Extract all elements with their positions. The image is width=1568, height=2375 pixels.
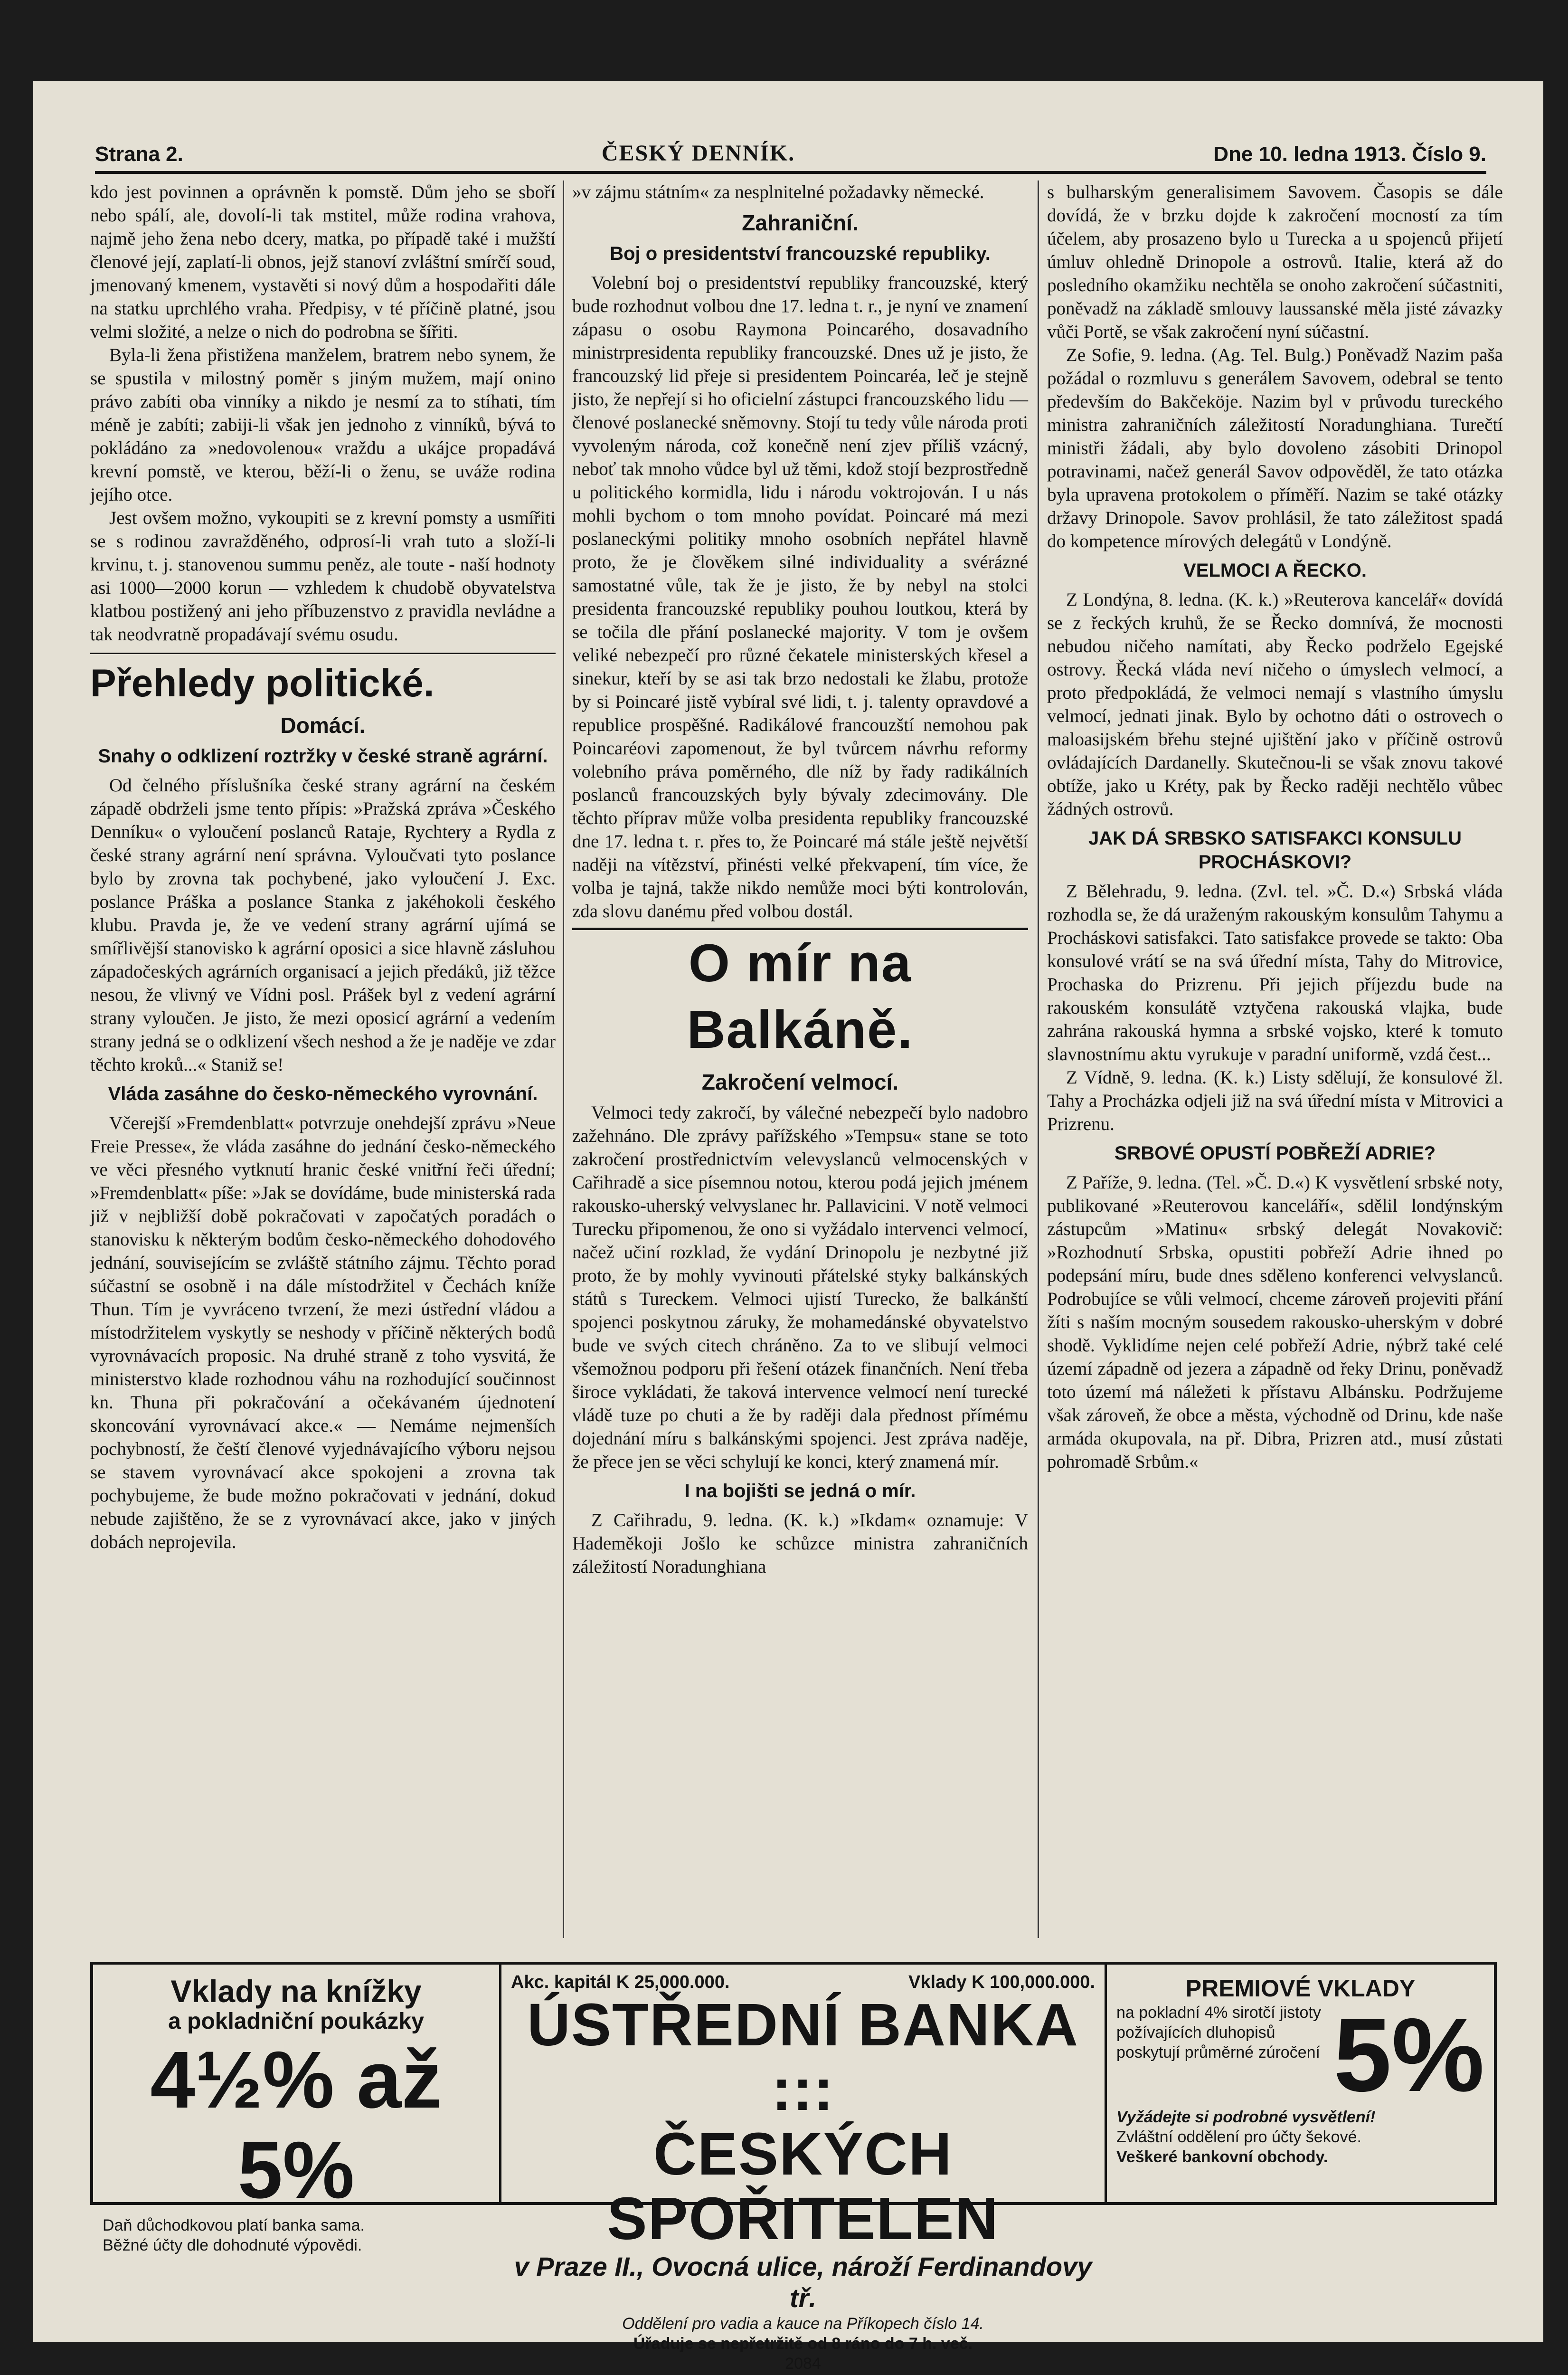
bank-hours: Úřaduje se nepřetržitě od 8 ráno do 7 h. več. bbox=[633, 2335, 973, 2353]
section-title: Přehledy politické. bbox=[90, 662, 435, 705]
section-subtitle: Domácí. bbox=[280, 713, 366, 738]
ad-interest-rate: 4½% až 5% bbox=[150, 2035, 442, 2215]
page-number: Strana 2. bbox=[95, 142, 183, 166]
bank-name: ÚSTŘEDNÍ BANKA ::: bbox=[527, 1991, 1079, 2123]
ad-bank-panel bbox=[501, 1965, 1105, 2373]
ad-savings-panel bbox=[93, 1965, 501, 2254]
column-1 bbox=[90, 180, 556, 1938]
article-headline: I na bojišti se jedná o mír. bbox=[684, 1481, 916, 1501]
article-text: Včerejší »Fremdenblatt« potvrzuje onehdejší zprávu »Neue Freie Presse«, že vláda zasáhne do jednání česko-německého ve věci přesného vytknutí hranic české vnitřní řeči úřední; »Fremdenblatt« píše: »Jak se dovídáme, bude ministerská rada již v nejbližší době pokračovati v započatých poradách o stanovisku k některým bodům česko-německého dohodového jednání, souvisejícím se zvláště státního zájmu. Těchto porad súčastní se osobně i na dále místodržitel v Čechách kníže Thun. Tím je vyvráceno tvrzení, že mezi ústřední vládou a místodržitelem vyskytly se neshody v příčině některých bodů vyrovnávacích proposic. Na druhé straně z toho vysvitá, že ministerstvo klade rozhodnou váhu na rozhodující součinnost kn. Thuna při pokračování a očekávaném újednotení skoncování vyrovnávací akce.« — Nemáme nejmenších pochybností, že čeští členové vyjednávajícího výboru nejsou se stavem vyrovnávací akce spokojeni a zrovna tak pochybujeme, že bude možno pokračovati v jednání, dokud nebude zajištěno, že se z vyrovnávací akce, jako v jiných dobách neprojevila. bbox=[90, 1113, 556, 1552]
article-text: Z Londýna, 8. ledna. (K. k.) »Reuterova kancelář« dovídá se z řeckých kruhů, že se Řecko domnívá, že mocnosti nebudou ničeho namítati, aby Řecko podrželo Egejské ostrovy. Řecká vláda neví ničeho o úmyslech velmocí, a proto předpokládá, že velmoci nemají s vlastního úmyslu velmocí, jednati jinak. Bylo by ochotno dáti o ostrovech o maloasijském břehu stejné ujištění jako v příčině ostrovů ovládajících Dardanelly. Skutečnou-li se však znovu takové obtíže, jako u Kréty, pak by Řecko raději nechtělo vůbec žádných ostrovů. bbox=[1047, 589, 1503, 819]
article-subheadline: Zakročení velmocí. bbox=[701, 1070, 899, 1094]
bank-advertisement bbox=[90, 1962, 1497, 2373]
article-headline: Snahy o odklizení roztržky v české straně agrární. bbox=[98, 746, 548, 767]
divider bbox=[90, 653, 556, 654]
ad-capital: Akc. kapitál K 25,000.000. bbox=[511, 1972, 730, 1992]
masthead-title: ČESKÝ DENNÍK. bbox=[601, 141, 795, 166]
ad-premium-note: Zvláštní oddělení pro účty šekové. bbox=[1116, 2128, 1361, 2146]
article-headline: JAK DÁ SRBSKO SATISFAKCI KONSULU PROCHÁSKOVI? bbox=[1088, 828, 1462, 873]
section-subtitle: Zahraniční. bbox=[742, 210, 859, 235]
ad-note: Daň důchodkovou platí banka sama. bbox=[103, 2216, 365, 2234]
article-text: Od čelného příslušníka české strany agrární na českém západě obdrželi jsme tento přípis: »Pražská zpráva »Českého Denníku« o vyloučení poslanců Rataje, Rychtery a Rydla z české strany agrární není správna. Vyloučvati tyto poslance bylo by zrovna tak pochybené, jako vyloučení J. Exc. poslance Práška a poslance Stanka z jakéhokoli českého klubu. Pravda je, že ve vedení strany agrární ujímá se smířlivější stanovisko k agrární oposici a sice hlavně zásluhou západočeských agrárních organisací a jejich předáků, již těžce nesou, že vlivný ve Vídni posl. Prášek byl z vedení agrární strany vyloučen. Je jisto, že mezi oposicí agrární a vedením strany jedná se o odklizení všech neshod a že je naděje ve zdar těchto kroků...« Staniž se! bbox=[90, 775, 556, 1075]
article-text: Byla-li žena přistižena manželem, bratrem nebo synem, že se spustila v milostný poměr s jiným mužem, mají onino právo zabíti oba vinníky a nikdo je nesmí za to stíhati, tím méně je zabíti; zabiji-li však jen jednoho z vinníků, bývá to pokládáno za »nedovolenou« vraždu a ukájce propadává krevní pomstě, ve kterou, běží-li o ženu, se uváže rodina jejího otce. bbox=[90, 345, 556, 505]
article-text: Z Cařihradu, 9. ledna. (K. k.) »Ikdam« oznamuje: V Hademěkoji Jošlo ke schůzce ministra zahraničních záležitostí Noradunghiana bbox=[572, 1510, 1028, 1577]
article-headline: VELMOCI A ŘECKO. bbox=[1183, 560, 1367, 581]
article-headline: Vláda zasáhne do česko-německého vyrovnání. bbox=[108, 1083, 538, 1104]
page-header bbox=[95, 128, 1486, 174]
ad-premium-note: Veškeré bankovní obchody. bbox=[1116, 2148, 1328, 2166]
article-text: Z Bělehradu, 9. ledna. (Zvl. tel. »Č. D.«) Srbská vláda rozhodla se, že dá uraženým rakouským konsulům Tahymu a Procháskovi satisfakci. Tato satisfakce provede se takto: Oba konsulové vrátí se na svá úřední místa, Tahy do Mitrovice, Prochaska do Prizrenu. Při jejich příjezdu bude na rakouském konsulátě vztyčena rakouská vlajka, bude zahrána rakouská hymna a srbské vojsko, které k tomuto slavnostnímu aktu vyrukuje v paradní uniformě, vzdá čest... bbox=[1047, 881, 1503, 1064]
ad-title: Vklady na knížky bbox=[170, 1974, 422, 2009]
article-text: Z Vídně, 9. ledna. (K. k.) Listy sdělují, že konsulové žl. Tahy a Procházka odjeli již na svá úřední místa v Mitrovici a Prizrenu. bbox=[1047, 1067, 1503, 1134]
ad-premium-call: Vyžádejte si podrobné vysvětlení! bbox=[1116, 2108, 1376, 2126]
column-rule bbox=[563, 180, 564, 1938]
bank-address: v Praze II., Ovocná ulice, nároží Ferdinandovy tř. bbox=[514, 2252, 1092, 2313]
article-headline: Boj o presidentství francouzské republiky. bbox=[610, 243, 991, 264]
article-text: Velmoci tedy zakročí, by válečné nebezpečí bylo nadobro zažehnáno. Dle zprávy pařížského »Tempsu« stane se toto zakročení prostřednictvím velevyslanců velmocenských v Cařihradě a sice písemnou notou, kterou podá jejich jménem rakousko-uherský velvyslanec hr. Pallavicini. V notě velmoci Turecku připomenou, že ono si vyžádalo intervenci velmocí, načež učiní rozklad, že vydání Drinopolu je nezbytné již proto, že by mohly vyvinouti přátelské styky balkánských států s Tureckem. Velmoci ujistí Turecko, že balkánští spojenci poskytnou záruky, že mohamedánské obyvatelstvo bude ve svých citech chráněno. Za to ve slibují velmoci všemožnou podporu při řešení otázek finančních. Není třeba široce vykládati, že taková intervence velmocí není turecké vládě tuze po chuti a že by raději dala přednost přímému dojednání míru s balkánskými spojenci. Jest zpráva naděje, že přece jen se věci schylují ke konci, který znamená mír. bbox=[572, 1102, 1028, 1472]
ad-premium-title: PREMIOVÉ VKLADY bbox=[1185, 1975, 1416, 2002]
main-headline: O mír na Balkáně. bbox=[572, 928, 1028, 1063]
newspaper-page bbox=[33, 81, 1543, 2373]
column-rule bbox=[1038, 180, 1039, 1938]
column-2 bbox=[572, 180, 1028, 1938]
ad-subtitle: a pokladniční poukázky bbox=[168, 2009, 424, 2034]
ad-note: Běžné účty dle dohodnuté výpovědi. bbox=[103, 2236, 362, 2254]
ad-premium-panel bbox=[1105, 1965, 1494, 2202]
article-text: Jest ovšem možno, vykoupiti se z krevní pomsty a usmířiti se s rodinou zavražděného, odprosí-li vrah tuto a složí-li krvinu, t. j. stanovenou summu peněz, ale toute - naší hodnoty asi 1000—2000 korun — vzhledem k chudobě obyvatelstva klatbou postižený ani jeho příbuzenstvo z pravidla nevládne a tak neodvratně propadávají svému osudu. bbox=[90, 508, 556, 645]
issue-date: Dne 10. ledna 1913. Číslo 9. bbox=[1213, 142, 1486, 166]
article-text: Ze Sofie, 9. ledna. (Ag. Tel. Bulg.) Poněvadž Nazim paša požádal o rozmluvu s generálem Savovem, odebral se tento především do Bakčeköje. Nazim byl v průvodu tureckého ministra zahraničních záležitostí Noradunghiana. Turečtí ministři žádali, aby bylo dovoleno zásobiti Drinopol potravinami, načež generál Savov odpověděl, že tato otázka byla upravena protokolem o příměří. Nazim se také otázky državy Drinopole. Savov prohlásil, že tato záležitost spadá do kompetence mírových delegátů v Londýně. bbox=[1047, 345, 1503, 551]
article-text: Volební boj o presidentství republiky francouzské, který bude rozhodnut volbou dne 17. ledna t. r., je nyní ve znamení zápasu o osobu Raymona Poincarého, dosavadního ministrpresidenta republiky francouzské. Dnes už je jisto, že francouzský lid přeje si presidentem Poincaréa, leč je stejně jisto, že nepřejí si ho oficielní zástupci francouzského lidu — členové poslanecké sněmovny. Stojí tu tedy vůle národa proti vyvoleným národa, což konečně není zjev příliš vzácný, neboť tak mnoho vůdce byl už těmi, kdož stojí bezprostředně u politického kormidla, lidu i národu voktrojován. I u nás mohli bychom o tom mnoho povídat. Poincaré má mezi poslaneckými politiky mnoho osobních nepřátel hlavně proto, že je člověkem silné individuality a svérázné samostatné vůle, tak že je jisto, že by nebyl na stolci presidenta francouzské republiky pouhou loutkou, která by se točila dle přání poslanecké majority. V tom je ovšem veliké nebezpečí pro různé čekatele ministerských křesel a sinekur, kteří by se asi tak brzo nedostali ke žlabu, protože by si Poincaré jistě vybíral své lidi, t. j. talenty opravdové a republice prospěšné. Radikálové francouzští nemohou pak Poincaréovi zapomenout, že byl tvůrcem návrhu reformy volebního práva poměrného, dle níž by řady radikálních poslanců francouzských byly bývaly zdecimovány. Dle těchto příprav může volba presidenta republiky francouzské dne 17. ledna t. r. přes to, že Poincaré má stále ještě největší naději na vítězství, přinésti velké překvapení, tím více, že volba je tajná, takže nikdo nemůže moci býti kontrolován, zda slovu danému před volbou dostál. bbox=[572, 273, 1028, 922]
bank-name-line-2: ČESKÝCH SPOŘITELEN bbox=[607, 2120, 999, 2252]
bank-telephone: 2084 bbox=[785, 2355, 821, 2373]
article-text: Z Paříže, 9. ledna. (Tel. »Č. D.«) K vysvětlení srbské noty, publikované »Reuterovou kanceláří«, sdělil londýnským zástupcům »Matinu« srbský delegát Novakovič: »Rozhodnutí Srbska, opustiti pobřeží Adrie ihned po podepsání míru, bude dnes sděleno konferenci velvyslanců. Podrobujíce se vůli velmocí, chceme zároveň projeviti přání žíti s naším mocným sousedem rakousko-uherským v dobré shodě. Vyklidíme nejen celé pobřeží Adrie, nýbrž také celé území západně od jezera a západně od řeky Drinu, poněvadž toto území má náležeti k přístavu Albánsku. Podržujeme však zároveň, že obce a města, východně od Drinu, kde naše armáda okupovala, na př. Dibra, Prizren atd., musí zůstati pohromadě Srbům.« bbox=[1047, 1172, 1503, 1472]
ad-deposits: Vklady K 100,000.000. bbox=[908, 1972, 1095, 1992]
bank-branch: Oddělení pro vadia a kauce na Příkopech číslo 14. bbox=[622, 2315, 984, 2333]
article-text: »v zájmu státním« za nesplnitelné požadavky německé. bbox=[572, 182, 984, 202]
ad-premium-text: na pokladní 4% sirotčí jistoty požívajících dluhopisů poskytují průměrné zúročení bbox=[1116, 2004, 1321, 2062]
article-text: s bulharským generalisimem Savovem. Časopis se dále dovídá, že v brzku dojde k zakročení mocností za tím účelem, aby prosazeno bylo u Turecka a u spojenců přijetí úmluv ohledně Drinopole a ostrovů. Italie, která až do posledního okamžiku nechtěla se onoho zakročení súčastniti, poněvadž na základě smlouvy laussanské měla jisté závazky vůči Portě, se však zakročení nyní súčastní. bbox=[1047, 182, 1503, 342]
article-headline: SRBOVÉ OPUSTÍ POBŘEŽÍ ADRIE? bbox=[1114, 1143, 1436, 1164]
article-text: kdo jest povinnen a oprávněn k pomstě. Dům jeho se sboří nebo spálí, ale, dovolí-li tak mstitel, může rodina vrahova, najmě jeho žena nebo dcery, matka, po případě také i mužští členové její, zaplatí-li obnos, jejž stanoví zvláštní smírčí soud, jmenovaný kmenem, vystavěti si nový dům a hospodařiti dále na statku uprchlého vraha. Předpisy, v té příčině platné, jsou velmi složité, a nelze o nich do podrobna se šířiti. bbox=[90, 182, 556, 342]
ad-premium-rate: 5% bbox=[1333, 1996, 1484, 2113]
column-3 bbox=[1047, 180, 1503, 1938]
